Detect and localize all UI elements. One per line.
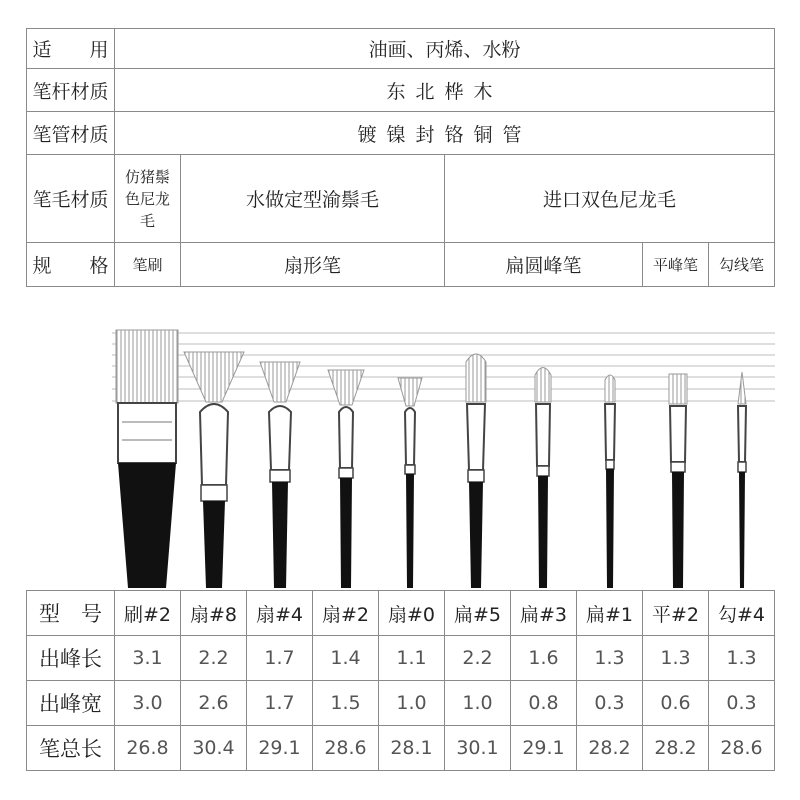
tip-width-cell: 1.0 xyxy=(379,681,445,726)
brush-fan-2 xyxy=(328,370,364,588)
spec-row-usage xyxy=(27,29,775,69)
models-table xyxy=(26,590,775,771)
tip-width-cell: 0.3 xyxy=(709,681,775,726)
tip-length-cell: 1.4 xyxy=(313,636,379,681)
models-row-tip-length xyxy=(27,636,775,681)
model-name-cell: 扇#8 xyxy=(181,591,247,636)
type-flat: 平峰笔 xyxy=(643,243,709,287)
tip-width-cell: 1.0 xyxy=(445,681,511,726)
total-length-cell: 29.1 xyxy=(511,726,577,771)
models-row-total-length xyxy=(27,726,775,771)
type-liner: 勾线笔 xyxy=(709,243,775,287)
spec-table xyxy=(26,28,775,287)
model-name-cell: 扁#3 xyxy=(511,591,577,636)
tip-width-cell: 0.6 xyxy=(643,681,709,726)
total-length-cell: 28.2 xyxy=(577,726,643,771)
usage-value: 油画、丙烯、水粉 xyxy=(115,29,775,69)
brush-fan-8 xyxy=(184,352,244,588)
model-name-cell: 扇#0 xyxy=(379,591,445,636)
ferrule-value: 镀镍封铬铜管 xyxy=(115,112,775,155)
hair-nylon-material: 进口双色尼龙毛 xyxy=(445,155,775,243)
models-row-tip-width xyxy=(27,681,775,726)
model-name-cell: 扇#4 xyxy=(247,591,313,636)
tip-length-cell: 1.7 xyxy=(247,636,313,681)
model-name-cell: 扁#1 xyxy=(577,591,643,636)
brush-illustration xyxy=(0,300,800,590)
tip-width-cell: 1.7 xyxy=(247,681,313,726)
type-filbert: 扁圆峰笔 xyxy=(445,243,643,287)
type-fan: 扇形笔 xyxy=(181,243,445,287)
hair-brush-material: 仿猪鬃色尼龙毛 xyxy=(115,155,181,243)
brush-shua-2 xyxy=(116,330,178,588)
tip-width-cell: 2.6 xyxy=(181,681,247,726)
total-length-label: 笔总长 xyxy=(27,726,115,771)
spec-row-handle xyxy=(27,69,775,112)
handle-label: 笔杆材质 xyxy=(27,69,115,112)
tip-length-cell: 1.3 xyxy=(643,636,709,681)
total-length-cell: 26.8 xyxy=(115,726,181,771)
brush-flat-2 xyxy=(669,374,687,588)
brush-fan-0 xyxy=(398,378,422,588)
spec-label: 规 格 xyxy=(27,243,115,287)
tip-width-cell: 3.0 xyxy=(115,681,181,726)
spec-row-hair xyxy=(27,155,775,243)
hair-fan-material: 水做定型渝鬃毛 xyxy=(181,155,445,243)
tip-length-cell: 2.2 xyxy=(181,636,247,681)
tip-length-cell: 1.3 xyxy=(709,636,775,681)
brush-fan-4 xyxy=(260,362,300,588)
total-length-cell: 28.1 xyxy=(379,726,445,771)
tip-length-cell: 1.1 xyxy=(379,636,445,681)
model-name-cell: 扁#5 xyxy=(445,591,511,636)
model-name-cell: 勾#4 xyxy=(709,591,775,636)
total-length-cell: 29.1 xyxy=(247,726,313,771)
brush-filbert-1 xyxy=(605,375,615,588)
tip-width-cell: 1.5 xyxy=(313,681,379,726)
tip-width-label: 出峰宽 xyxy=(27,681,115,726)
brush-filbert-3 xyxy=(535,368,551,589)
model-name-cell: 平#2 xyxy=(643,591,709,636)
tip-length-label: 出峰长 xyxy=(27,636,115,681)
total-length-cell: 28.6 xyxy=(313,726,379,771)
model-name-cell: 扇#2 xyxy=(313,591,379,636)
hair-label: 笔毛材质 xyxy=(27,155,115,243)
handle-value: 东北桦木 xyxy=(115,69,775,112)
tip-length-cell: 2.2 xyxy=(445,636,511,681)
total-length-cell: 30.4 xyxy=(181,726,247,771)
ferrule-label: 笔管材质 xyxy=(27,112,115,155)
tip-width-cell: 0.3 xyxy=(577,681,643,726)
tip-width-cell: 0.8 xyxy=(511,681,577,726)
spec-row-type xyxy=(27,243,775,287)
model-name-label: 型 号 xyxy=(27,591,115,636)
tip-length-cell: 1.6 xyxy=(511,636,577,681)
total-length-cell: 28.6 xyxy=(709,726,775,771)
total-length-cell: 30.1 xyxy=(445,726,511,771)
total-length-cell: 28.2 xyxy=(643,726,709,771)
type-brush: 笔刷 xyxy=(115,243,181,287)
tip-length-cell: 1.3 xyxy=(577,636,643,681)
brush-liner-4 xyxy=(738,372,746,588)
brush-filbert-5 xyxy=(466,354,486,588)
tip-length-cell: 3.1 xyxy=(115,636,181,681)
model-name-cell: 刷#2 xyxy=(115,591,181,636)
spec-row-ferrule xyxy=(27,112,775,155)
usage-label: 适 用 xyxy=(27,29,115,69)
models-row-model-name xyxy=(27,591,775,636)
